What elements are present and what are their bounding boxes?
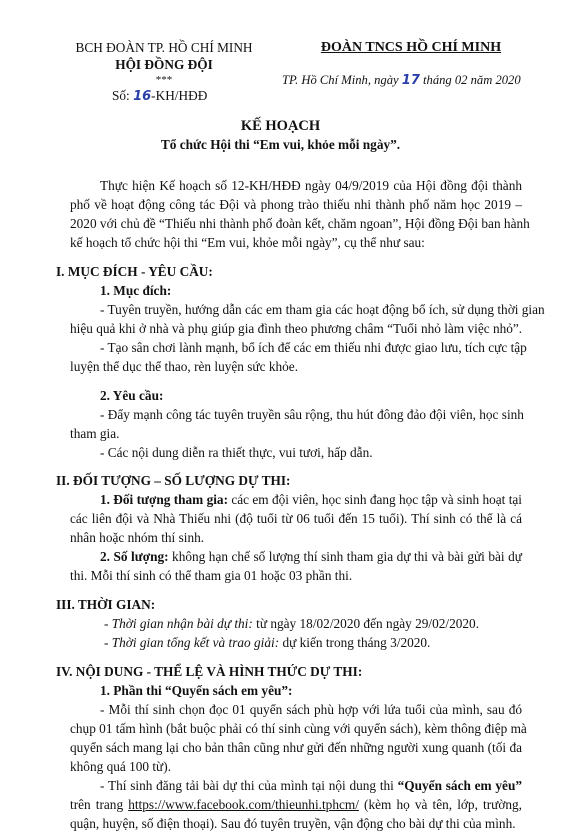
section-4-line: không quá 100 từ). <box>70 759 172 774</box>
date-day-handwritten: 17 <box>401 73 420 88</box>
issuer-stars: *** <box>155 74 173 86</box>
section-2-item2 <box>100 549 522 565</box>
para2-text: trên trang <box>70 797 129 812</box>
section-4-line: - Mỗi thí sinh chọn đọc 01 quyển sách phù hợp với lứa tuổi của mình, sau đó <box>100 702 522 717</box>
section-1-sub1: 1. Mục đích: <box>100 283 172 298</box>
right-org: ĐOÀN TNCS HỒ CHÍ MINH <box>320 40 502 55</box>
section-4-heading: IV. NỘI DUNG - THỂ LỆ VÀ HÌNH THỨC DỰ THI: <box>56 664 363 679</box>
section-3-line1 <box>104 616 479 632</box>
section-1-heading: I. MỤC ĐÍCH - YÊU CẦU: <box>56 264 213 279</box>
document-title: KẾ HOẠCH <box>240 118 321 134</box>
section-1-sub2: 2. Yêu cầu: <box>100 388 164 403</box>
section-2-item1-label: 1. Đối tượng tham gia: <box>100 492 229 507</box>
para2-text: (kèm họ và tên, lớp, trường, <box>358 797 522 812</box>
section-1-line: - Đẩy mạnh công tác tuyên truyền sâu rộng, thu hút đông đảo đội viên, học sinh <box>100 407 524 422</box>
section-1-line: luyện thể dục thể thao, rèn luyện sức khỏe. <box>70 359 299 374</box>
section-4-line: quận, huyện, số điện thoại). Sau đó tuyên truyền, vận động cho bài dự thi của mình. <box>70 816 516 831</box>
issuer-line1: BCH ĐOÀN TP. HỒ CHÍ MINH <box>75 40 253 55</box>
document-number-handwritten: 16 <box>133 89 152 104</box>
section-1-line: hiệu quả khi ở nhà và phụ giúp gia đình theo phương châm “Tuổi nhỏ làm việc nhỏ”. <box>70 321 523 336</box>
section-2-line: nhân hoặc nhóm thí sinh. <box>70 530 205 545</box>
section-2-item1 <box>100 492 522 508</box>
intro-line: 2020 với chủ đề “Thiếu nhi thành phố đoàn kết, chăm ngoan”, Hội đồng Đội ban hành <box>70 216 530 231</box>
section-4-line: quyển sách mang lại cho bản thân cũng như gửi đến những người xung quanh (tối đa <box>70 740 522 755</box>
section-2-item2-label: 2. Số lượng: <box>100 549 169 564</box>
section-2-line: các liên đội và Nhà Thiếu nhi (độ tuổi từ 06 tuổi đến 15 tuổi). Thí sinh có thể là cá <box>70 511 522 526</box>
section-1-line: tham gia. <box>70 426 120 441</box>
place-date <box>282 73 521 88</box>
document-number-suffix: -KH/HĐĐ <box>151 88 208 103</box>
award-period-value: dự kiến trong tháng 3/2020. <box>279 635 431 650</box>
section-1-line: - Tạo sân chơi lành mạnh, bổ ích để các em thiếu nhi được giao lưu, tích cực tập <box>100 340 527 355</box>
section-2-heading: II. ĐỐI TƯỢNG – SỐ LƯỢNG DỰ THI: <box>56 473 291 488</box>
award-period-label: - Thời gian tổng kết và trao giải: <box>104 635 280 650</box>
document-number <box>112 88 207 104</box>
section-4-para2-line1 <box>100 778 522 794</box>
section-2-line: thi. Mỗi thí sinh có thể tham gia 01 hoặc 03 phần thi. <box>70 568 353 583</box>
document-number-prefix: Số: <box>112 88 130 103</box>
receive-period-label: - Thời gian nhận bài dự thi: <box>104 616 253 631</box>
section-2-item1-text: các em đội viên, học sinh đang học tập và sinh hoạt tại <box>228 492 522 507</box>
facebook-link[interactable]: https://www.facebook.com/thieunhi.tphcm/ <box>128 797 359 812</box>
para2-contest-name: “Quyển sách em yêu” <box>397 778 522 793</box>
section-4-sub1: 1. Phần thi “Quyển sách em yêu”: <box>100 683 293 698</box>
section-1-line: - Tuyên truyền, hướng dẫn các em tham gia các hoạt động bổ ích, sử dụng thời gian <box>100 302 545 317</box>
section-3-line2 <box>104 635 430 651</box>
date-prefix: TP. Hồ Chí Minh, ngày <box>282 73 399 87</box>
date-suffix: tháng 02 năm 2020 <box>423 73 521 87</box>
section-4-para2-line2 <box>70 797 522 813</box>
document-subtitle: Tổ chức Hội thi “Em vui, khỏe mỗi ngày”. <box>160 137 401 152</box>
section-1-line: - Các nội dung diễn ra thiết thực, vui tươi, hấp dẫn. <box>100 445 373 460</box>
intro-line: kế hoạch tổ chức hội thi “Em vui, khỏe mỗi ngày”, cụ thể như sau: <box>70 235 425 250</box>
section-3-heading: III. THỜI GIAN: <box>56 597 156 612</box>
section-2-item2-text: không hạn chế số lượng thí sinh tham gia dự thi và bài gửi bài dự <box>168 549 522 564</box>
intro-line: Thực hiện Kế hoạch số 12-KH/HĐĐ ngày 04/9/2019 của Hội đồng đội thành <box>100 178 522 193</box>
issuer-line2: HỘI ĐỒNG ĐỘI <box>115 57 213 72</box>
section-4-line: chụp 01 tấm hình (bắt buộc phải có thí sinh cùng với quyển sách), kèm thông điệp mà <box>70 721 527 736</box>
receive-period-value: từ ngày 18/02/2020 đến ngày 29/02/2020. <box>252 616 480 631</box>
para2-text: - Thí sinh đăng tải bài dự thi của mình tại nội dung thi <box>100 778 398 793</box>
intro-line: phố về hoạt động công tác Đội và phong trào thiếu nhi thành phố năm học 2019 – <box>70 197 522 212</box>
